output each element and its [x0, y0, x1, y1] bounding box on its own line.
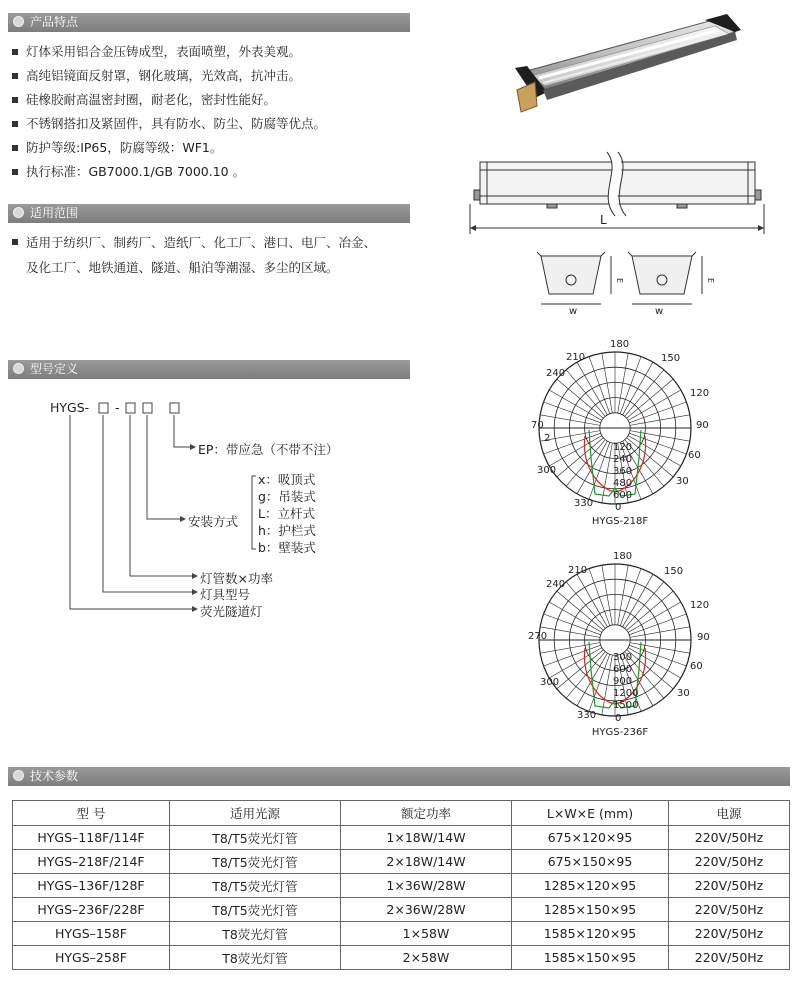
polar1-angle: 180 [610, 339, 630, 350]
polar-spoke [589, 569, 610, 626]
model-code: HYGS- [50, 400, 90, 415]
polar1-angle: 70 [531, 420, 544, 431]
polar2-angle: 150 [664, 566, 684, 577]
end-view-drawing-right [624, 250, 714, 320]
polar1-radial: 360 [613, 466, 633, 477]
table-cell: 1585×150×95 [512, 946, 669, 970]
polar1-radial: 240 [613, 454, 633, 465]
scope-title: 适用范围 [30, 206, 79, 220]
mount-option: g：吊装式 [258, 489, 316, 504]
mount-option: L：立杆式 [258, 506, 315, 521]
features-section-bar [8, 13, 410, 32]
polar2-angle: 210 [568, 565, 588, 576]
table-cell: 1285×120×95 [512, 874, 669, 898]
table-cell: 1285×150×95 [512, 898, 669, 922]
polar2-angle: 120 [690, 600, 710, 611]
table-cell: T8/T5荧光灯管 [170, 826, 341, 850]
model-tube-power: 灯管数×功率 [200, 571, 273, 586]
model-fixture-type: 灯具型号 [200, 587, 251, 602]
polar2-angle: 330 [577, 710, 597, 721]
table-row [13, 850, 790, 874]
polar1-radial: 120 [613, 442, 633, 453]
table-cell: HYGS–218F/214F [13, 850, 170, 874]
col-header: 适用光源 [170, 801, 341, 826]
model-section-bar [8, 360, 410, 379]
polar-spoke [602, 565, 613, 625]
width-label-left: w [569, 306, 578, 317]
polar2-radial: 1200 [613, 688, 639, 699]
table-cell: HYGS–118F/114F [13, 826, 170, 850]
polar1-angle: 150 [661, 353, 681, 364]
width-label-right: w [655, 306, 664, 317]
mount-option: x：吸顶式 [258, 472, 316, 487]
table-cell: 1×18W/14W [341, 826, 512, 850]
end-view-drawing-left [533, 250, 623, 320]
feature-item: 灯体采用铝合金压铸成型，表面喷塑，外表美观。 [12, 40, 326, 64]
model-mount-label: 安装方式 [188, 514, 239, 529]
mount-option: h：护栏式 [258, 523, 316, 538]
product-lamp-image [505, 10, 750, 122]
polar2-radial: 600 [613, 664, 633, 675]
model-title: 型号定义 [30, 362, 79, 376]
table-cell: 220V/50Hz [669, 874, 790, 898]
col-header: 电源 [669, 801, 790, 826]
table-cell: HYGS–258F [13, 946, 170, 970]
polar1-angle: 240 [546, 368, 566, 379]
polar1-angle: 120 [690, 388, 710, 399]
scope-line-2: 及化工厂、地铁通道、隧道、船泊等潮湿、多尘的区域。 [26, 260, 339, 275]
polar2-radial: 1500 [613, 700, 639, 711]
polar-spoke [620, 569, 641, 626]
polar-spoke [629, 645, 686, 666]
table-header-row [13, 801, 790, 826]
polar1-radial: 480 [613, 478, 633, 489]
polar2-angle: 270 [528, 631, 548, 642]
side-view-drawing [462, 150, 772, 240]
table-cell: HYGS–136F/128F [13, 874, 170, 898]
polar-spoke [620, 357, 641, 414]
table-cell: 1×36W/28W [341, 874, 512, 898]
polar1-angle: 300 [537, 465, 557, 476]
table-cell: 220V/50Hz [669, 922, 790, 946]
polar-spoke [544, 614, 601, 635]
table-cell: T8荧光灯管 [170, 922, 341, 946]
polar-spoke [630, 415, 690, 426]
polar2-angle: 60 [690, 661, 703, 672]
polar-spoke [544, 645, 601, 666]
feature-item: 防护等级:IP65，防腐等级：WF1。 [12, 136, 326, 160]
polar-spoke [544, 402, 601, 423]
polar-spoke [540, 415, 600, 426]
polar2-angle: 90 [697, 632, 710, 643]
polar-spoke [618, 353, 629, 413]
polar2-angle: 0 [615, 713, 622, 724]
bullet-circle-icon [13, 770, 24, 781]
height-label-right: E [706, 278, 715, 284]
polar2-angle: 30 [677, 688, 690, 699]
polar1-angle: 60 [688, 450, 701, 461]
mount-option: b：壁装式 [258, 540, 316, 555]
table-cell: HYGS–236F/228F [13, 898, 170, 922]
scope-line-1: 适用于纺织厂、制药厂、造纸厂、化工厂、港口、电厂、冶金、 [26, 235, 377, 250]
table-cell: 220V/50Hz [669, 850, 790, 874]
model-tunnel-lamp: 荧光隧道灯 [200, 604, 263, 619]
table-cell: 1×58W [341, 922, 512, 946]
table-cell: 1585×120×95 [512, 922, 669, 946]
polar2-caption: HYGS-236F [591, 727, 649, 738]
polar2-angle: 180 [613, 551, 633, 562]
table-cell: 220V/50Hz [669, 898, 790, 922]
polar-spoke [629, 614, 686, 635]
polar1-radial: 600 [613, 490, 633, 501]
polar-spoke [540, 643, 600, 654]
table-row [13, 898, 790, 922]
spec-table [12, 800, 790, 970]
table-cell: T8/T5荧光灯管 [170, 898, 341, 922]
bullet-circle-icon [13, 363, 24, 374]
polar1-angle: 210 [566, 352, 586, 363]
polar-spoke [630, 627, 690, 638]
table-row [13, 922, 790, 946]
tech-title: 技术参数 [30, 769, 79, 783]
table-row [13, 874, 790, 898]
polar1-angle: 0 [615, 502, 622, 513]
polar1-caption: HYGS-218F [591, 516, 649, 527]
bullet-square-icon [12, 239, 18, 245]
table-row [13, 946, 790, 970]
scope-text [12, 230, 412, 280]
polar-spoke [629, 402, 686, 423]
table-cell: 2×36W/28W [341, 898, 512, 922]
table-cell: 675×150×95 [512, 850, 669, 874]
polar-spoke [630, 643, 690, 654]
model-code-dash: - [115, 400, 120, 415]
bullet-circle-icon [13, 16, 24, 27]
tech-section-bar [8, 767, 790, 786]
table-cell: T8荧光灯管 [170, 946, 341, 970]
polar-spoke [618, 565, 629, 625]
table-cell: 675×120×95 [512, 826, 669, 850]
table-cell: 2×18W/14W [341, 850, 512, 874]
feature-item: 硅橡胶耐高温密封圈，耐老化，密封性能好。 [12, 88, 326, 112]
polar-spoke [544, 433, 601, 454]
polar-spoke [630, 431, 690, 442]
bullet-circle-icon [13, 207, 24, 218]
table-cell: 2×58W [341, 946, 512, 970]
height-label-left: E [615, 278, 624, 284]
polar2-angle: 300 [540, 677, 560, 688]
polar1-angle: 330 [574, 498, 594, 509]
table-cell: 220V/50Hz [669, 826, 790, 850]
feature-item: 高纯铝镜面反射罩，钢化玻璃，光效高，抗冲击。 [12, 64, 326, 88]
polar-spoke [540, 627, 600, 638]
polar1-angle: 30 [676, 476, 689, 487]
table-cell: HYGS–158F [13, 922, 170, 946]
length-label: L [600, 213, 607, 227]
polar2-radial: 300 [613, 652, 633, 663]
polar-spoke [589, 357, 610, 414]
polar-spoke [602, 353, 613, 413]
col-header: L×W×E (mm) [512, 801, 669, 826]
polar2-angle: 240 [546, 579, 566, 590]
col-header: 型 号 [13, 801, 170, 826]
features-list [12, 40, 326, 184]
col-header: 额定功率 [341, 801, 512, 826]
table-cell: T8/T5荧光灯管 [170, 850, 341, 874]
model-ep-label: EP：带应急（不带不注） [198, 442, 339, 457]
polar-spoke [629, 433, 686, 454]
polar1-extra-label: 2 [544, 433, 551, 444]
feature-item: 执行标准：GB7000.1/GB 7000.10 。 [12, 160, 326, 184]
feature-item: 不锈钢搭扣及紧固件，具有防水、防尘、防腐等优点。 [12, 112, 326, 136]
table-row [13, 826, 790, 850]
polar1-angle: 90 [696, 420, 709, 431]
polar2-radial: 900 [613, 676, 633, 687]
features-title: 产品特点 [30, 15, 79, 29]
table-cell: T8/T5荧光灯管 [170, 874, 341, 898]
scope-section-bar [8, 204, 410, 223]
table-cell: 220V/50Hz [669, 946, 790, 970]
